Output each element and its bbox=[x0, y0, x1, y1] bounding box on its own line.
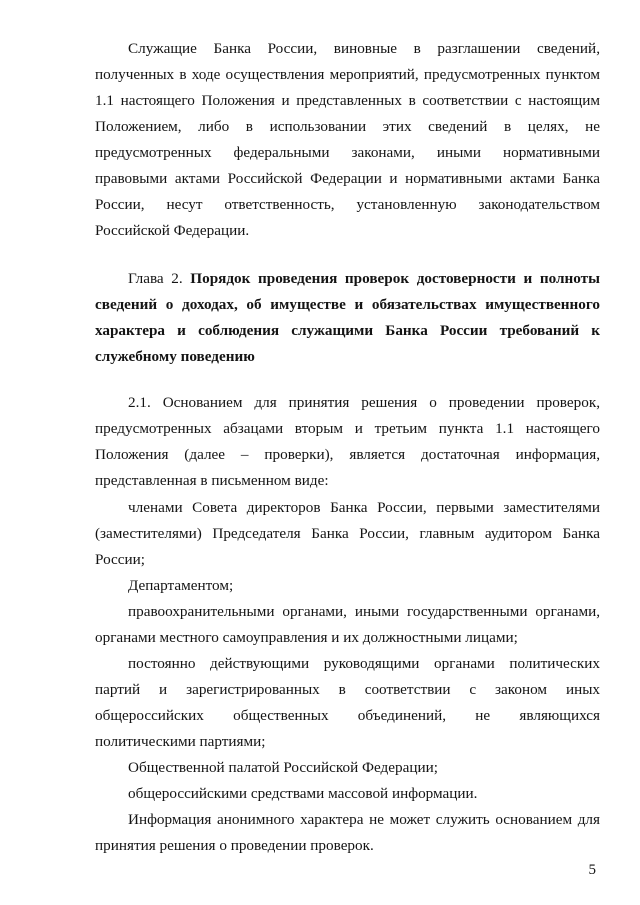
list-item-department: Департаментом; bbox=[128, 577, 234, 594]
list-item-board-members: членами Совета директоров Банка России, первыми заместителями (заместителями) Председателя Банка России, главным аудитором Банка России; bbox=[95, 499, 600, 568]
paragraph-anonymous-info: Информация анонимного характера не может служить основанием для принятия решения о проведении проверок. bbox=[95, 811, 600, 854]
paragraph-liability: Служащие Банка России, виновные в разглашении сведений, полученных в ходе осуществления мероприятий, предусмотренных пунктом 1.1 настоящего Положения и представленных в соответствии с настоящим Положением, либо в использовании этих сведений в целях, не предусмотренных федеральными законами, иными нормативными правовыми актами Российской Федерации и нормативными актами Банка России, несут ответственность, установленную законодательством Российской Федерации. bbox=[95, 40, 600, 239]
list-item-public-chamber: Общественной палатой Российской Федерации; bbox=[128, 759, 438, 776]
list-item-political-parties: постоянно действующими руководящими органами политических партий и зарегистрированных в соответствии с законом иных общероссийских общественных объединений, не являющихся политическими партиями; bbox=[95, 655, 600, 750]
chapter-heading bbox=[95, 266, 600, 370]
paragraph-2-1: 2.1. Основанием для принятия решения о проведении проверок, предусмотренных абзацами вторым и третьим пункта 1.1 настоящего Положения (далее – проверки), является достаточная информация, представленная в письменном виде: bbox=[95, 394, 600, 489]
chapter-title: Порядок проведения проверок достоверности и полноты сведений о доходах, об имуществе и обязательствах имущественного характера и соблюдения служащими Банка России требований к служебному поведению bbox=[95, 270, 600, 365]
page-number: 5 bbox=[588, 862, 596, 878]
list-item-law-enforcement: правоохранительными органами, иными государственными органами, органами местного самоуправления и их должностными лицами; bbox=[95, 603, 600, 646]
chapter-prefix: Глава 2. bbox=[128, 270, 191, 287]
list-item-mass-media: общероссийскими средствами массовой информации. bbox=[128, 785, 478, 802]
